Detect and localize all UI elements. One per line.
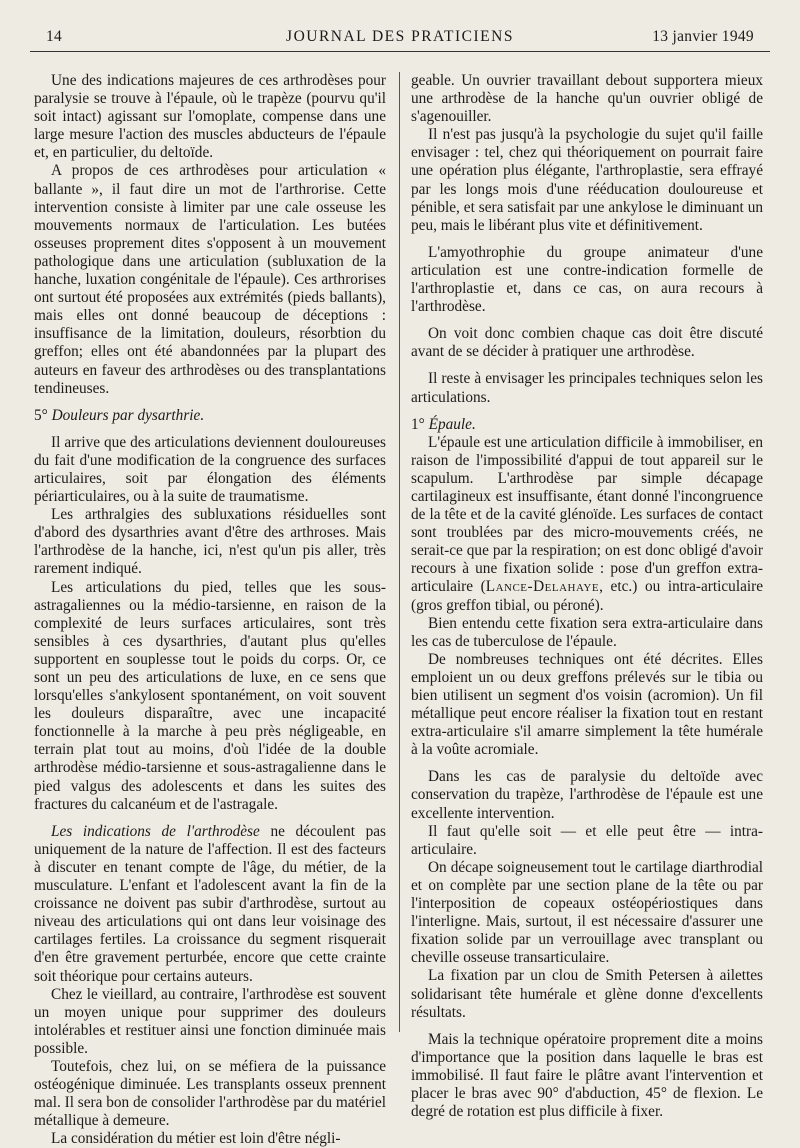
- paragraph-text: L'épaule est une articulation difficile à immobiliser, en raison de l'impossibilité d'appui de tout appareil sur le scapulum. L'arthrodèse par simple décapage cartilagineux est insuffisante, étant donné l'incongruence de la tête et de la cavité glénoïde. Les surfaces de contact sont troublées par des micro-mouvements créés, ne serait-ce que par la respiration; on est donc obligé d'avoir recours à une fixation solide : pose d'un greffon extra-articulaire (: [411, 433, 763, 596]
- italic-phrase: Les indications de l'arthrodèse: [51, 822, 260, 840]
- section-title: Douleurs par dysarthrie.: [51, 406, 205, 424]
- column-separator: [399, 72, 400, 1032]
- author-name: Lance-Delahaye: [485, 578, 600, 596]
- paragraph: [411, 434, 763, 615]
- paragraph: [34, 823, 386, 986]
- section-number: 5°: [34, 406, 48, 424]
- section-heading: [411, 416, 763, 434]
- paragraph: Une des indications majeures de ces arthrodèses pour paralysie se trouve à l'épaule, où le trapèze (pourvu qu'il soit intact) agissant sur l'omoplate, compense dans une large mesure l'action des muscles abducteurs de l'épaule et, en particulier, du deltoïde.: [34, 72, 386, 162]
- paragraph: Dans les cas de paralysie du deltoïde avec conservation du trapèze, l'arthrodèse de l'épaule est une excellente intervention.: [411, 768, 763, 822]
- journal-title: JOURNAL DES PRATICIENS: [286, 28, 514, 45]
- issue-date: 13 janvier 1949: [652, 28, 754, 45]
- paragraph: On décape soigneusement tout le cartilage diarthrodial et on complète par une section plane de la tête ou par l'interposition de copeaux ostéopériostiques dans l'interligne. Mais, surtout, il est nécessaire d'assurer une fixation solide par un verrouillage avec transplant ou cheville osseuse transarticulaire.: [411, 858, 763, 967]
- paragraph: La fixation par un clou de Smith Petersen à ailettes solidarisant tête humérale et glène donne d'excellents résultats.: [411, 967, 763, 1021]
- paragraph: La considération du métier est loin d'être négli-: [51, 1130, 341, 1148]
- section-number: 1°: [411, 415, 425, 433]
- paragraph: Il arrive que des articulations deviennent douloureuses du fait d'une modification de la congruence des surfaces articulaires, soit par élongation des éléments périarticulaires, ou à la suite de traumatisme.: [34, 433, 386, 506]
- paragraph: Les arthralgies des subluxations résiduelles sont d'abord des dysarthries avant d'être des arthroses. Mais l'arthrodèse de la hanche, ici, n'est qu'un pis aller, très rarement indiqué.: [34, 506, 386, 578]
- paragraph: Toutefois, chez lui, on se méfiera de la puissance ostéogénique diminuée. Les transplants osseux prennent mal. Il sera bon de consolider l'arthrodèse par du matériel métallique à demeure.: [34, 1057, 386, 1130]
- paragraph: A propos de ces arthrodèses pour articulation « ballante », il faut dire un mot de l'arthrorise. Cette intervention consiste à limiter par une cale osseuse les mouvements normaux de l'articulation. Les butées osseuses proprement dites s'opposent à un mouvement pathologique dans une articulation (subluxation de la hanche, luxation congénitale de l'épaule). Ces arthrorises ont surtout été proposées aux extrémités (pieds ballants), mais elles ont donné beaucoup de déceptions : insuffisance de la limitation, douleurs, résorbtion du greffon; elles ont été abandonnées par la plupart des auteurs en faveur des arthrodèses ou des transplantations tendineuses.: [34, 162, 386, 397]
- right-column: [411, 72, 763, 1121]
- paragraph: Chez le vieillard, au contraire, l'arthrodèse est souvent un moyen unique pour supprimer des douleurs intolérables et restituer ainsi une fonction diminuée mais possible.: [34, 985, 386, 1057]
- paragraph: Bien entendu cette fixation sera extra-articulaire dans les cas de tuberculose de l'épaule.: [411, 614, 763, 650]
- paragraph: Il reste à envisager les principales techniques selon les articulations.: [411, 370, 763, 406]
- paragraph: Il faut qu'elle soit — et elle peut être — intra-articulaire.: [411, 822, 763, 858]
- section-heading: [34, 407, 386, 425]
- paragraph: L'amyothrophie du groupe animateur d'une articulation est une contre-indication formelle de l'arthroplastie et, dans ce cas, on aura recours à l'arthrodèse.: [411, 243, 763, 316]
- paragraph: Les articulations du pied, telles que les sous-astragaliennes ou la médio-tarsienne, en raison de la complexité de leurs surfaces articulaires, sont très sensibles à ces dysarthries, d'autant plus qu'elles supportent en souplesse tout le poids du corps. Or, ce sont un peu des articulations de luxe, en ce sens que lorsqu'elles s'ankylosent spontanément, on voit souvent les douleurs disparaître, avec une incapacité fonctionnelle à la marche à peu près négligeable, en terrain plat tout au moins, d'où l'idée de la double arthrodèse médio-tarsienne et sous-astragalienne dans le pied valgus des adolescents et dans les suites des fractures du calcanéum et de l'astragale.: [34, 578, 386, 813]
- paragraph-text: ne découlent pas uniquement de la nature de l'affection. Il est des facteurs à discuter en tenant compte de l'âge, du métier, de la musculature. L'enfant et l'adolescent avant la fin de la croissance ne doivent pas subir d'arthrodèse, surtout au niveau des articulations qui ont dans leur voisinage des cartilages fertiles. La croissance du segment risquerait d'en être gravement perturbée, encore que cette crainte soit théorique pour certains auteurs.: [34, 822, 386, 985]
- paragraph: On voit donc combien chaque cas doit être discuté avant de se décider à pratiquer une arthrodèse.: [411, 325, 763, 361]
- paragraph: geable. Un ouvrier travaillant debout supportera mieux une arthrodèse de la hanche qu'un ouvrier obligé de s'agenouiller.: [411, 72, 763, 126]
- page-number: 14: [46, 28, 63, 45]
- page-header: [30, 28, 770, 50]
- header-rule: [30, 51, 770, 52]
- section-title: Épaule.: [428, 415, 476, 433]
- paragraph: De nombreuses techniques ont été décrites. Elles emploient un ou deux greffons prélevés sur le tibia ou bien utilisent un segment d'os voisin (acromion). Un fil métallique peut encore réaliser la fixation tout en restant extra-articulaire s'il amarre simplement la tête humérale à la voûte acromiale.: [411, 650, 763, 759]
- paragraph: Mais la technique opératoire proprement dite a moins d'importance que la position dans laquelle le bras est immobilisé. Il faut faire le plâtre avant l'intervention et placer le bras avec 90° d'abduction, 45° de flexion. Le degré de rotation est plus difficile à fixer.: [411, 1030, 763, 1121]
- left-column: [34, 72, 386, 1148]
- paragraph: Il n'est pas jusqu'à la psychologie du sujet qu'il faille envisager : tel, chez qui théoriquement on pourrait faire une opération plus élégante, l'arthroplastie, sera effrayé par les longs mois d'une rééducation douloureuse et pénible, et sera satisfait par une ankylose le diminuant un peu, mais le libérant plus vite et définitivement.: [411, 126, 763, 234]
- paragraph-text: , etc.) ou intra-articulaire (gros greffon tibial, ou péroné).: [411, 578, 763, 614]
